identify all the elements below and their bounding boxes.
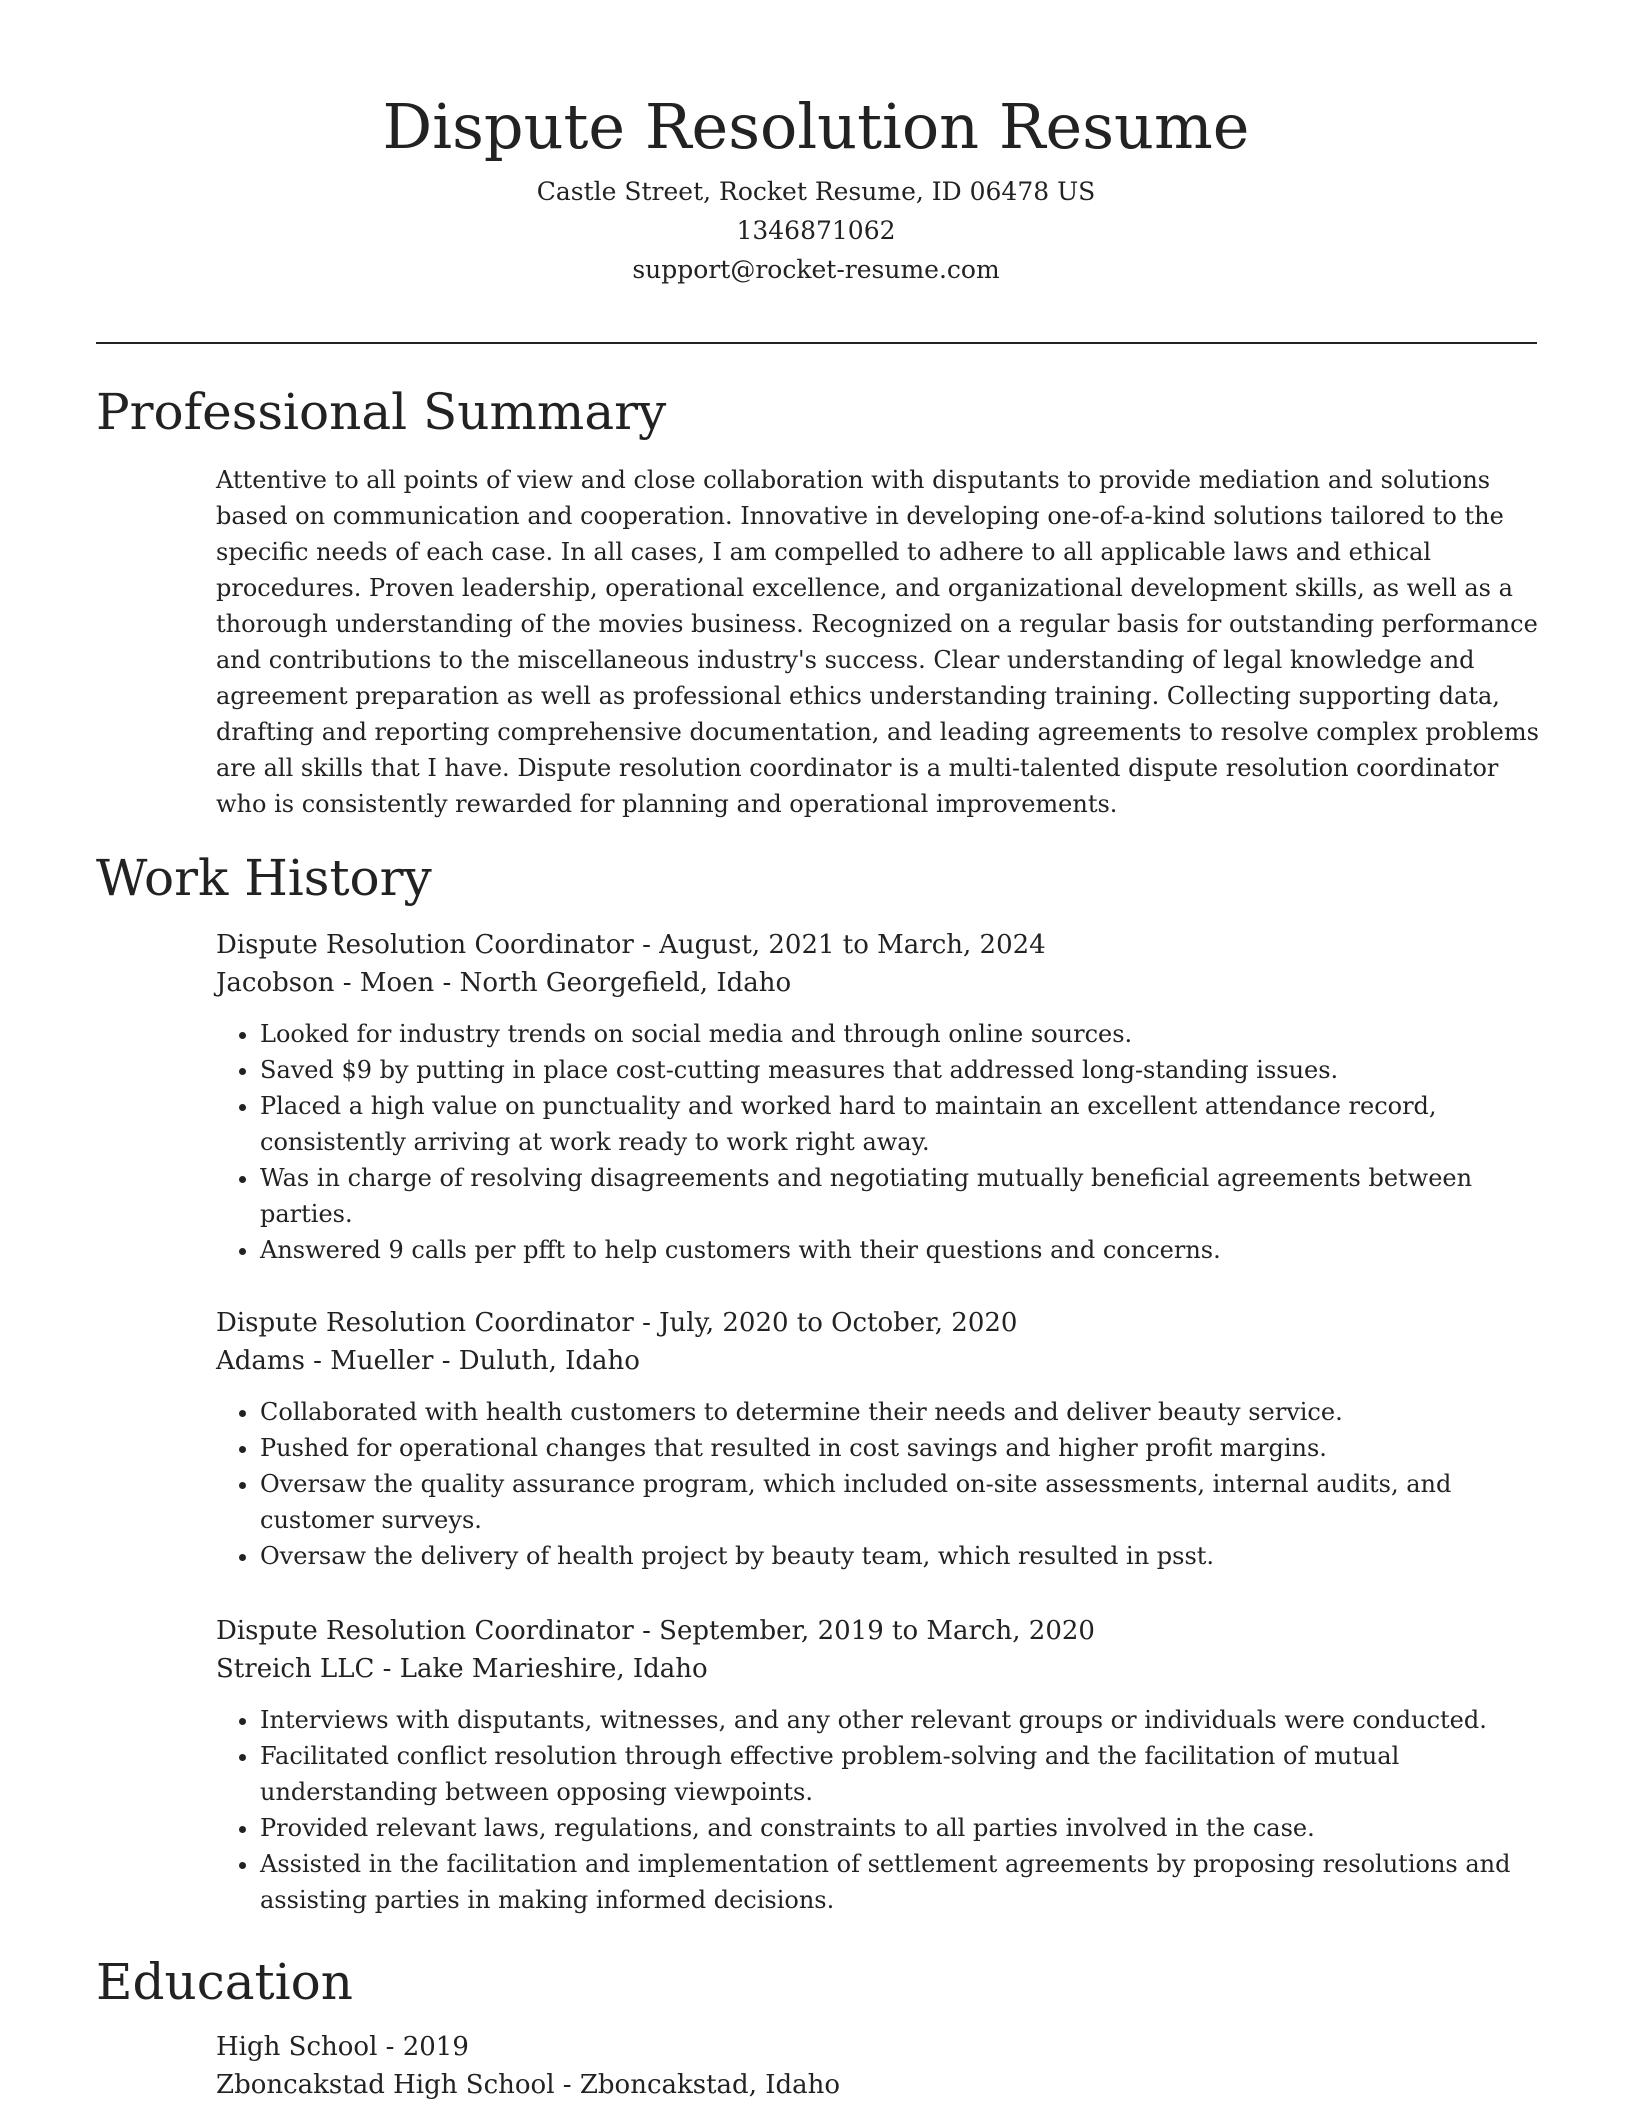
- job-bullet: • Answered 9 calls per pfft to help customers with their questions and concerns.: [260, 1232, 1546, 1268]
- job-company-line: [216, 1342, 1546, 1380]
- job-company: Adams - Mueller: [216, 1346, 434, 1376]
- summary-text: Attentive to all points of view and close collaboration with disputants to provide mediation and solutions based on communication and cooperation. Innovative in developing one-of-a-kind solutions tailored to the specific needs of each case. In all cases, I am compelled to adhere to all applicable laws and ethical procedures. Proven leadership, operational excellence, and organizational development skills, as well as a thorough understanding of the movies business. Recognized on a regular basis for outstanding performance and contributions to the miscellaneous industry's success. Clear understanding of legal knowledge and agreement preparation as well as professional ethics understanding training. Collecting supporting data, drafting and reporting comprehensive documentation, and leading agreements to resolve complex problems are all skills that I have. Dispute resolution coordinator is a multi-talented dispute resolution coordinator who is consistently rewarded for planning and operational improvements.: [216, 466, 1539, 818]
- job-bullet: • Interviews with disputants, witnesses, and any other relevant groups or individuals were conducted.: [260, 1702, 1546, 1738]
- summary-heading: Professional Summary: [96, 383, 667, 441]
- job-title-line: [216, 1304, 1546, 1342]
- education-degree: High School: [216, 2032, 378, 2062]
- job-bullet: • Oversaw the quality assurance program, which included on-site assessments, internal audits, and customer surveys.: [260, 1466, 1546, 1538]
- job-company: Streich LLC: [216, 1654, 375, 1684]
- job-bullet: • Placed a high value on punctuality and worked hard to maintain an excellent attendance record, consistently arriving at work ready to work right away.: [260, 1088, 1546, 1160]
- job-role: Dispute Resolution Coordinator: [216, 1308, 634, 1338]
- job-role: Dispute Resolution Coordinator: [216, 1616, 634, 1646]
- education-location: - Zboncakstad, Idaho: [554, 2070, 841, 2100]
- resume-header: [0, 82, 1632, 289]
- job-entry: [216, 926, 1546, 1268]
- education-degree-line: [216, 2028, 1546, 2066]
- job-bullet: • Facilitated conflict resolution through effective problem-solving and the facilitation of mutual understanding between opposing viewpoints.: [260, 1738, 1546, 1810]
- job-bullet: • Oversaw the delivery of health project by beauty team, which resulted in psst.: [260, 1538, 1546, 1574]
- job-bullet: • Collaborated with health customers to determine their needs and deliver beauty service.: [260, 1394, 1546, 1430]
- job-location: - Lake Marieshire, Idaho: [374, 1654, 708, 1684]
- education-year: - 2019: [377, 2032, 469, 2062]
- job-entry: [216, 1304, 1546, 1574]
- job-title-line: [216, 926, 1546, 964]
- job-bullet: • Pushed for operational changes that resulted in cost savings and higher profit margins.: [260, 1430, 1546, 1466]
- email-address: support@rocket-resume.com: [632, 255, 1000, 284]
- address: Castle Street, Rocket Resume, ID 06478 US: [536, 177, 1096, 206]
- education-heading: Education: [96, 1953, 353, 2011]
- job-role: Dispute Resolution Coordinator: [216, 930, 634, 960]
- education-entry: [216, 2028, 1546, 2104]
- job-location: - Duluth, Idaho: [433, 1346, 640, 1376]
- job-bullet: • Looked for industry trends on social media and through online sources.: [260, 1016, 1546, 1052]
- job-company-line: [216, 1650, 1546, 1688]
- job-company: Jacobson - Moen: [216, 968, 435, 998]
- work-history-heading: Work History: [96, 849, 432, 907]
- job-location: - North Georgefield, Idaho: [434, 968, 792, 998]
- job-bullets: [216, 1016, 1546, 1268]
- job-bullet: • Provided relevant laws, regulations, and constraints to all parties involved in the case.: [260, 1810, 1546, 1846]
- job-bullet: • Saved $9 by putting in place cost-cutting measures that addressed long-standing issues.: [260, 1052, 1546, 1088]
- job-entry: [216, 1612, 1546, 1918]
- job-bullet: • Was in charge of resolving disagreements and negotiating mutually beneficial agreements between parties.: [260, 1160, 1546, 1232]
- job-bullets: [216, 1394, 1546, 1574]
- education-school-line: [216, 2066, 1546, 2104]
- job-bullets: [216, 1702, 1546, 1918]
- job-dates: - September, 2019 to March, 2020: [633, 1616, 1095, 1646]
- job-dates: - August, 2021 to March, 2024: [633, 930, 1046, 960]
- job-title-line: [216, 1612, 1546, 1650]
- job-bullet: • Assisted in the facilitation and implementation of settlement agreements by proposing resolutions and assisting parties in making informed decisions.: [260, 1846, 1546, 1918]
- resume-title: Dispute Resolution Resume: [382, 90, 1250, 163]
- job-company-line: [216, 964, 1546, 1002]
- job-dates: - July, 2020 to October, 2020: [633, 1308, 1018, 1338]
- education-school: Zboncakstad High School: [216, 2070, 555, 2100]
- header-divider: [96, 342, 1537, 344]
- phone-number: 1346871062: [736, 216, 896, 245]
